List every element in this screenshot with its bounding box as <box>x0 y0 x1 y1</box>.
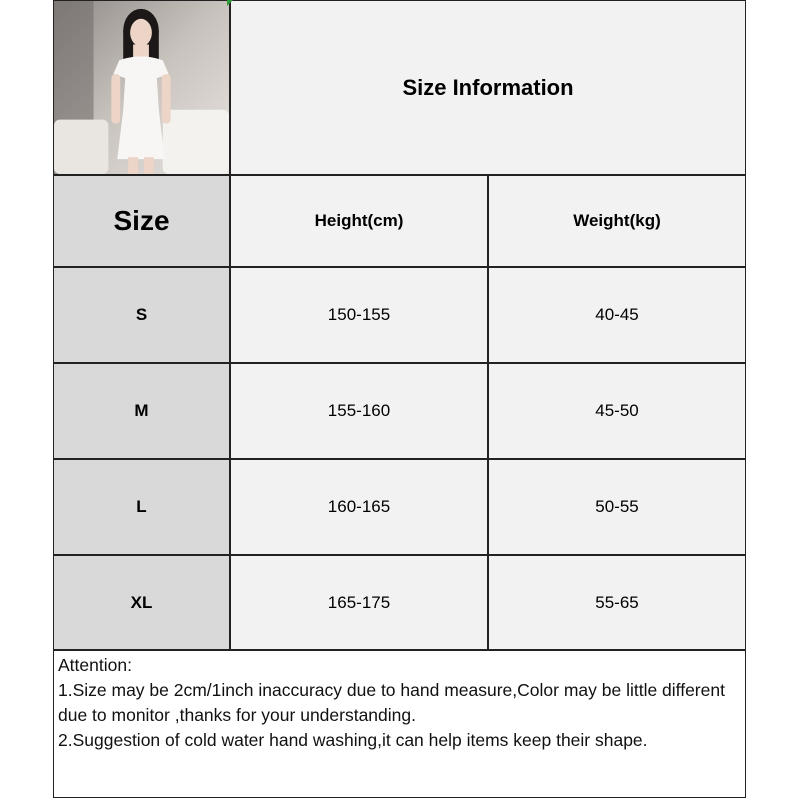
header-size: Size <box>53 175 230 267</box>
notes-line-2: 2.Suggestion of cold water hand washing,it can help items keep their shape. <box>58 730 648 750</box>
corner-marker <box>227 0 233 6</box>
notes-line-1: 1.Size may be 2cm/1inch inaccuracy due to hand measure,Color may be little different due to monitor ,thanks for your understanding. <box>58 680 725 725</box>
chart-title: Size Information <box>230 0 746 175</box>
weight-cell-m: 45-50 <box>488 363 746 459</box>
height-cell-xl: 165-175 <box>230 555 488 650</box>
height-cell-m: 155-160 <box>230 363 488 459</box>
weight-cell-l: 50-55 <box>488 459 746 555</box>
height-cell-s: 150-155 <box>230 267 488 363</box>
size-cell-l: L <box>53 459 230 555</box>
size-cell-s: S <box>53 267 230 363</box>
size-cell-m: M <box>53 363 230 459</box>
header-weight: Weight(kg) <box>488 175 746 267</box>
product-photo-icon <box>54 0 229 175</box>
attention-notes <box>53 650 746 798</box>
header-height: Height(cm) <box>230 175 488 267</box>
size-cell-xl: XL <box>53 555 230 650</box>
product-photo <box>53 0 230 175</box>
weight-cell-xl: 55-65 <box>488 555 746 650</box>
weight-cell-s: 40-45 <box>488 267 746 363</box>
notes-heading: Attention: <box>58 655 132 675</box>
height-cell-l: 160-165 <box>230 459 488 555</box>
size-chart-sheet <box>53 0 746 798</box>
